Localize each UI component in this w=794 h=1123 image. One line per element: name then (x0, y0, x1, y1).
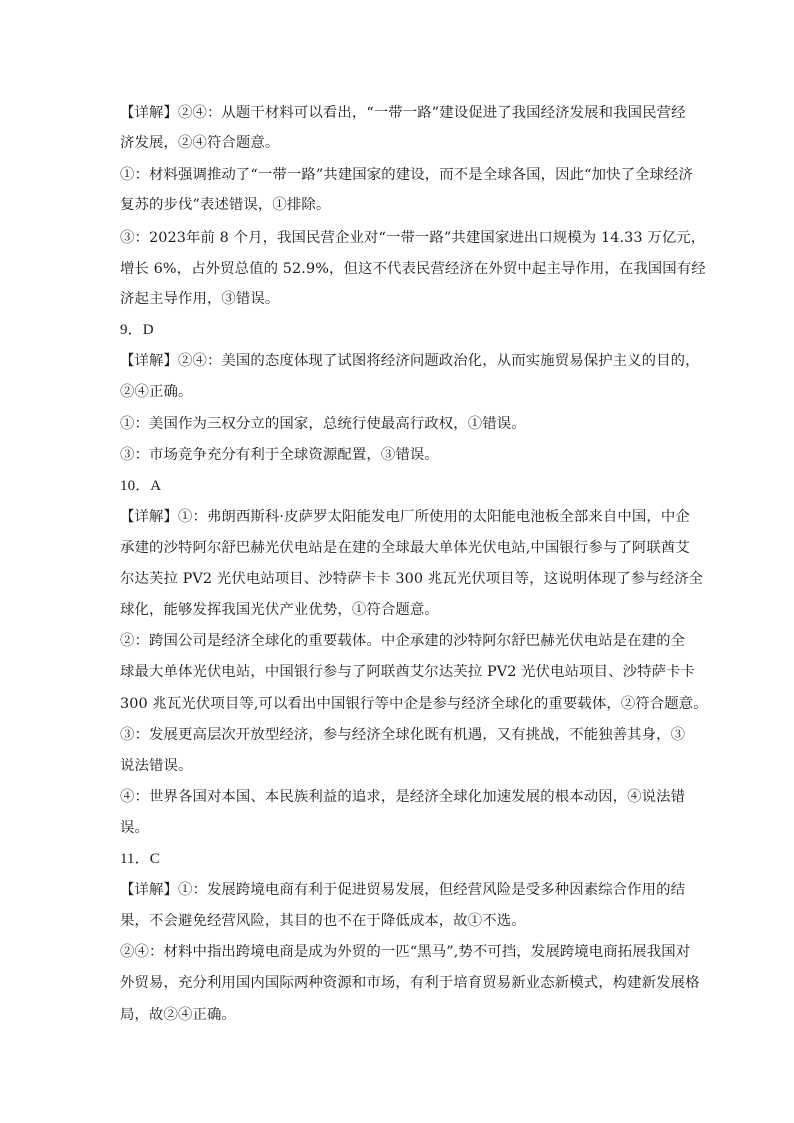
text-line: 局，故②④正确。 (120, 1007, 236, 1023)
text-line: ②：跨国公司是经济全球化的重要载体。中企承建的沙特阿尔舒巴赫光伏电站是在建的全 (120, 633, 686, 649)
text-line: ③：2023年前 8 个月，我国民营企业对“一带一路”共建国家进出口规模为 14.33 万亿元， (120, 230, 706, 246)
question-number: 11．C (120, 851, 160, 867)
text-line: 复苏的步伐”表述错误，①排除。 (120, 197, 331, 213)
text-line: 300 兆瓦光伏项目等,可以看出中国银行等中企是参与经济全球化的重要载体，②符合题意。 (120, 696, 708, 712)
text-line: 果，不会避免经营风险，其目的也不在于降低成本，故①不选。 (120, 913, 526, 929)
text-line: 【详解】①：发展跨境电商有利于促进贸易发展，但经营风险是受多种因素综合作用的结 (120, 882, 686, 898)
text-line: 济起主导作用，③错误。 (120, 291, 280, 307)
text-line: ②④正确。 (120, 384, 193, 400)
text-line: 误。 (120, 820, 149, 836)
text-line: 【详解】②④：从题干材料可以看出，“一带一路”建设促进了我国经济发展和我国民营经 (120, 105, 686, 121)
text-line: 【详解】②④：美国的态度体现了试图将经济问题政治化，从而实施贸易保护主义的目的， (120, 353, 700, 369)
text-line: ①：材料强调推动了“一带一路”共建国家的建设，而不是全球各国，因此“加快了全球经济 (120, 167, 694, 183)
text-line: ③：发展更高层次开放型经济，参与经济全球化既有机遇，又有挑战，不能独善其身，③ (120, 727, 686, 743)
text-line: 增长 6%，占外贸总值的 52.9%，但这不代表民营经济在外贸中起主导作用，在我国国有经 (120, 261, 706, 277)
text-line: 【详解】①：弗朗西斯科·皮萨罗太阳能发电厂所使用的太阳能电池板全部来自中国，中企 (120, 509, 690, 525)
text-line: 说法错误。 (120, 758, 193, 774)
text-line: ④：世界各国对本国、本民族利益的追求，是经济全球化加速发展的根本动因，④说法错 (120, 789, 686, 805)
text-line: ②④：材料中指出跨境电商是成为外贸的一匹“黑马”,势不可挡，发展跨境电商拓展我国对 (120, 944, 691, 960)
text-line: 济发展，②④符合题意。 (120, 135, 280, 151)
text-line: 球最大单体光伏电站，中国银行参与了阿联酋艾尔达芙拉 PV2 光伏电站项目、沙特萨卡卡 (120, 664, 696, 680)
text-line: 球化，能够发挥我国光伏产业优势，①符合题意。 (120, 602, 439, 618)
text-line: ③：市场竞争充分有利于全球资源配置，③错误。 (120, 447, 439, 463)
text-line: 承建的沙特阿尔舒巴赫光伏电站是在建的全球最大单体光伏电站,中国银行参与了阿联酋艾 (120, 540, 690, 556)
text-line: 尔达芙拉 PV2 光伏电站项目、沙特萨卡卡 300 兆瓦光伏项目等，这说明体现了参与经济全 (120, 571, 704, 587)
question-number: 9．D (120, 322, 154, 338)
text-line: 外贸易，充分利用国内国际两种资源和市场，有利于培育贸易新业态新模式，构建新发展格 (120, 975, 700, 991)
question-number: 10．A (120, 478, 162, 494)
text-line: ①：美国作为三权分立的国家，总统行使最高行政权，①错误。 (120, 416, 526, 432)
